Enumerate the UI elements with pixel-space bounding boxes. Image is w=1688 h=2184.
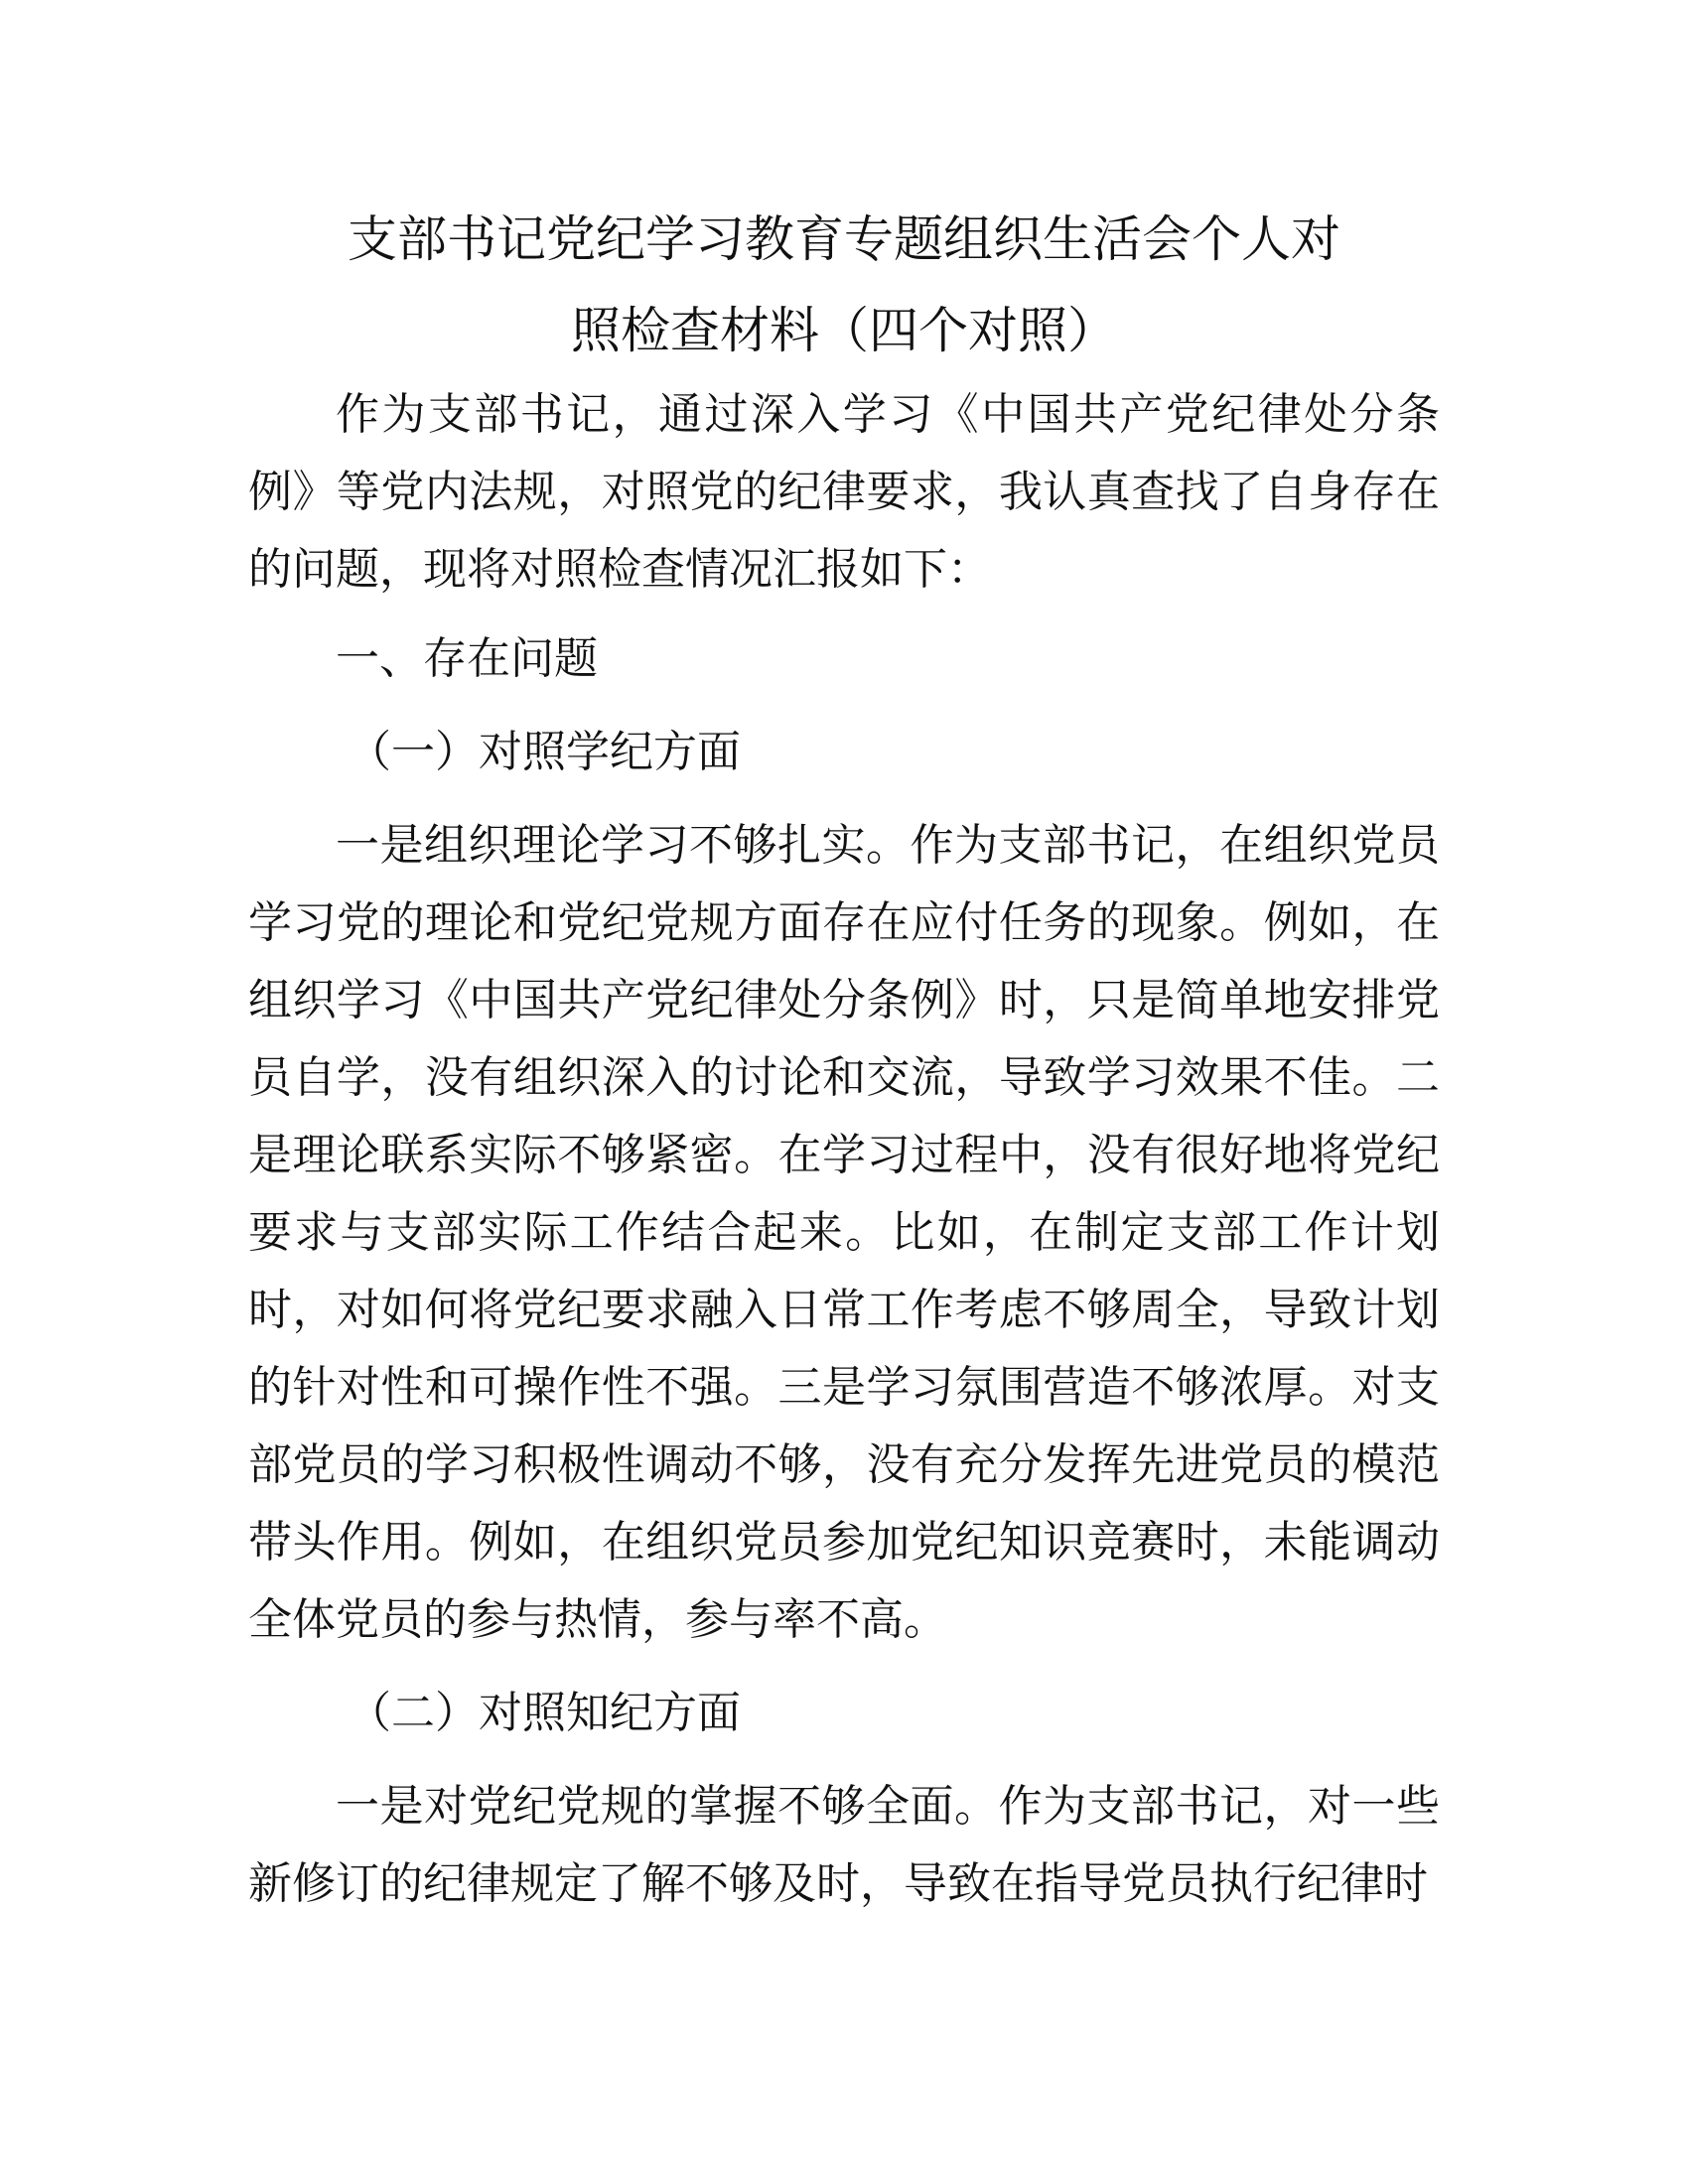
title-line-2: 照检查材料（四个对照）: [571, 302, 1117, 359]
title-line-1: 支部书记党纪学习教育专题组织生活会个人对: [348, 210, 1340, 268]
subsection-heading-knowledge: （二）对照知纪方面: [348, 1688, 741, 1738]
study-paragraph: 一是组织理论学习不够扎实。作为支部书记，在组织党员学习党的理论和党纪党规方面存在应付任务的现象。例如，在组织学习《中国共产党纪律处分条例》时，只是简单地安排党员自学，没有组织深入的讨论和交流，导致学习效果不佳。二是理论联系实际不够紧密。在学习过程中，没有很好地将党纪要求与支部实际工作结合起来。比如，在制定支部工作计划时，对如何将党纪要求融入日常工作考虑不够周全，导致计划的针对性和可操作性不强。三是学习氛围营造不够浓厚。对支部党员的学习积极性调动不够，没有充分发挥先进党员的模范带头作用。例如，在组织党员参加党纪知识竞赛时，未能调动全体党员的参与热情，参与率不高。: [248, 820, 1440, 1645]
knowledge-paragraph: 一是对党纪党规的掌握不够全面。作为支部书记，对一些新修订的纪律规定了解不够及时，导致在指导党员执行纪律时: [248, 1781, 1440, 1909]
subsection-heading-study: （一）对照学纪方面: [348, 727, 741, 777]
document-body: [248, 194, 1440, 1923]
document-title: [248, 194, 1440, 376]
section-heading-problems: 一、存在问题: [336, 633, 598, 684]
intro-paragraph: 作为支部书记，通过深入学习《中国共产党纪律处分条例》等党内法规，对照党的纪律要求，我认真查找了自身存在的问题，现将对照检查情况汇报如下：: [248, 389, 1440, 595]
